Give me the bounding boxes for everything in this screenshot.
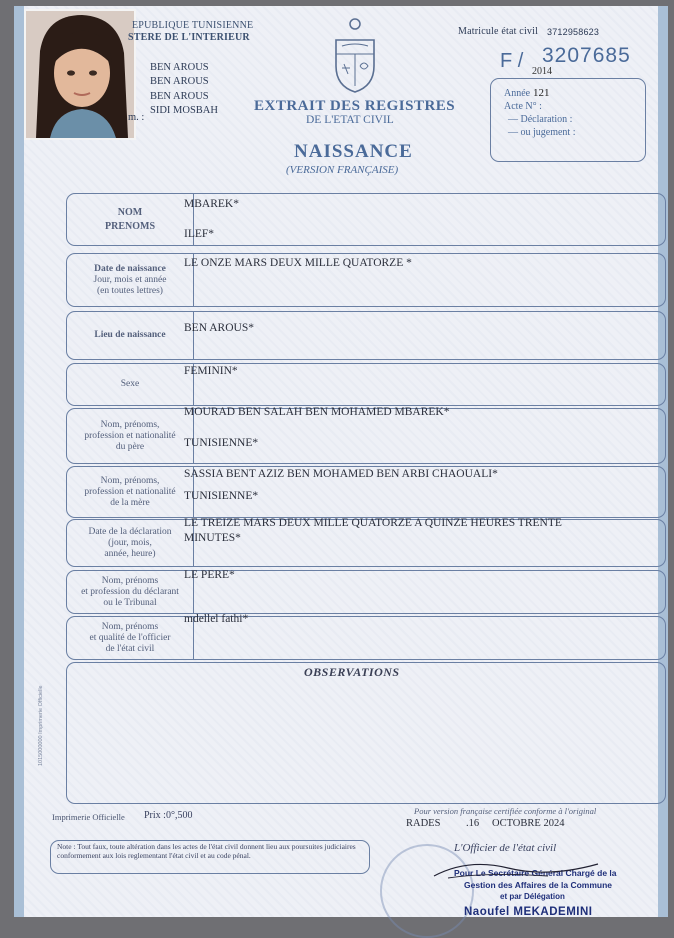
officier-label-1: Nom, prénoms	[101, 621, 159, 632]
date-naissance-label	[67, 254, 194, 306]
republic-label: EPUBLIQUE TUNISIENNE	[132, 20, 254, 31]
officier-label-2: et qualité de l'officier	[89, 632, 171, 643]
nom-prenoms-label	[67, 194, 194, 245]
jugement-label: — ou jugement :	[508, 127, 576, 138]
acte-label: Acte N° :	[504, 101, 542, 112]
portrait-image	[26, 11, 134, 138]
pere-name-value: MOURAD BEN SALAH BEN MOHAMED MBAREK*	[184, 406, 450, 418]
title-extrait: EXTRAIT DES REGISTRES	[254, 98, 456, 114]
child-photo	[24, 9, 136, 140]
observations-label: OBSERVATIONS	[304, 665, 400, 679]
date-day-value: .16	[466, 818, 480, 829]
stamp-line-3: et par Délégation	[500, 892, 565, 901]
row-sexe	[66, 363, 666, 406]
declaration-value-1: LE TREIZE MARS DEUX MILLE QUATORZE A QUINZE HEURES TRENTE	[184, 517, 562, 529]
side-print-code: 1015000000 Imprimerie Officielle	[38, 685, 44, 766]
declarant-label-1: Nom, prénoms	[101, 575, 159, 586]
stamp-line-1: Pour Le Secrétaire Général Chargé de la	[454, 868, 617, 878]
date-label-3: (en toutes lettres)	[97, 285, 163, 296]
annee-label: Année	[504, 88, 531, 99]
mere-label	[67, 467, 194, 517]
decl-label-2: (jour, mois,	[108, 537, 152, 548]
certified-note: Pour version française certifiée conforme à l'original	[414, 806, 597, 816]
arrondissement-prefix: m. :	[128, 112, 145, 123]
mere-label-2: profession et nationalité	[84, 486, 176, 497]
nom-value: MBAREK*	[184, 198, 239, 210]
pere-label-1: Nom, prénoms,	[100, 419, 160, 430]
legal-note: Note : Tout faux, toute altération dans les actes de l'état civil donnent lieu aux poursuites judiciaires conformement aux lois reglementant l'état civil et au code pénal.	[50, 840, 370, 874]
title-naissance: NAISSANCE	[294, 141, 413, 162]
delegation-value: BEN AROUS	[150, 76, 209, 87]
lieu-naissance-label: Lieu de naissance	[67, 312, 194, 359]
mere-label-3: de la mère	[110, 497, 150, 508]
prenoms-label: PRENOMS	[105, 220, 155, 232]
sexe-value: FEMININ*	[184, 365, 238, 377]
officier-label	[67, 617, 194, 659]
place-value: RADES	[406, 818, 441, 829]
prix-label: Prix :0°,500	[144, 810, 193, 821]
arrondissement-value: SIDI MOSBAH	[150, 105, 218, 116]
row-officier	[66, 616, 666, 660]
declarant-label-3: ou le Tribunal	[103, 597, 157, 608]
year-handwritten: 2014	[532, 66, 552, 77]
declarant-label-2: et profession du déclarant	[81, 586, 179, 597]
declarant-label	[67, 571, 194, 613]
date-month-year-value: OCTOBRE 2024	[492, 818, 565, 829]
officier-title: L'Officier de l'état civil	[454, 842, 557, 854]
nom-label: NOM	[117, 206, 143, 218]
date-naissance-value: LE ONZE MARS DEUX MILLE QUATORZE *	[184, 257, 412, 269]
municipalite-value: BEN AROUS	[150, 91, 209, 102]
sexe-label: Sexe	[67, 364, 194, 405]
pere-nationality-value: TUNISIENNE*	[184, 437, 259, 449]
serial-prefix: F /	[500, 50, 524, 72]
signatory-name: Naoufel MEKADEMINI	[464, 906, 593, 918]
mere-name-value: SASSIA BENT AZIZ BEN MOHAMED BEN ARBI CHAOUALI*	[184, 468, 498, 480]
pere-label	[67, 409, 194, 463]
mere-nationality-value: TUNISIENNE*	[184, 490, 259, 502]
mere-label-1: Nom, prénoms,	[100, 475, 160, 486]
stamp-line-2: Gestion des Affaires de la Commune	[464, 880, 612, 890]
title-etat-civil: DE L'ETAT CIVIL	[306, 114, 394, 126]
row-nom-prenoms	[66, 193, 666, 246]
annee-value: 121	[533, 87, 550, 99]
declaration-label	[67, 520, 194, 566]
decl-label-1: Date de la déclaration	[88, 526, 172, 537]
row-declarant	[66, 570, 666, 614]
coat-of-arms-icon	[330, 16, 380, 101]
signature-icon	[428, 854, 608, 889]
prenoms-value: ILEF*	[184, 228, 215, 240]
observations-box	[66, 662, 666, 804]
declaration-value-2: MINUTES*	[184, 532, 241, 544]
pere-label-2: profession et nationalité	[84, 430, 176, 441]
officier-value: mdellel fathi*	[184, 613, 249, 625]
matricule-value: 3712958623	[547, 27, 600, 37]
matricule-label: Matricule état civil	[458, 26, 539, 37]
date-label-2: Jour, mois et année	[93, 274, 167, 285]
birth-certificate-document	[14, 6, 668, 917]
title-version: (VERSION FRANÇAISE)	[286, 164, 399, 176]
gouvernorat-value: BEN AROUS	[150, 62, 209, 73]
officier-label-3: de l'état civil	[105, 643, 155, 654]
pere-label-3: du père	[115, 441, 145, 452]
date-label-1: Date de naissance	[94, 263, 166, 274]
imprimerie-label: Imprimerie Officielle	[52, 812, 125, 822]
lieu-naissance-value: BEN AROUS*	[184, 322, 254, 334]
declarant-value: LE PERE*	[184, 569, 235, 581]
decl-label-3: année, heure)	[104, 548, 156, 559]
declaration-label: — Déclaration :	[508, 114, 573, 125]
ministry-label: STERE DE L'INTERIEUR	[128, 32, 250, 43]
serial-number: 3207685	[542, 44, 631, 67]
row-lieu-naissance	[66, 311, 666, 360]
